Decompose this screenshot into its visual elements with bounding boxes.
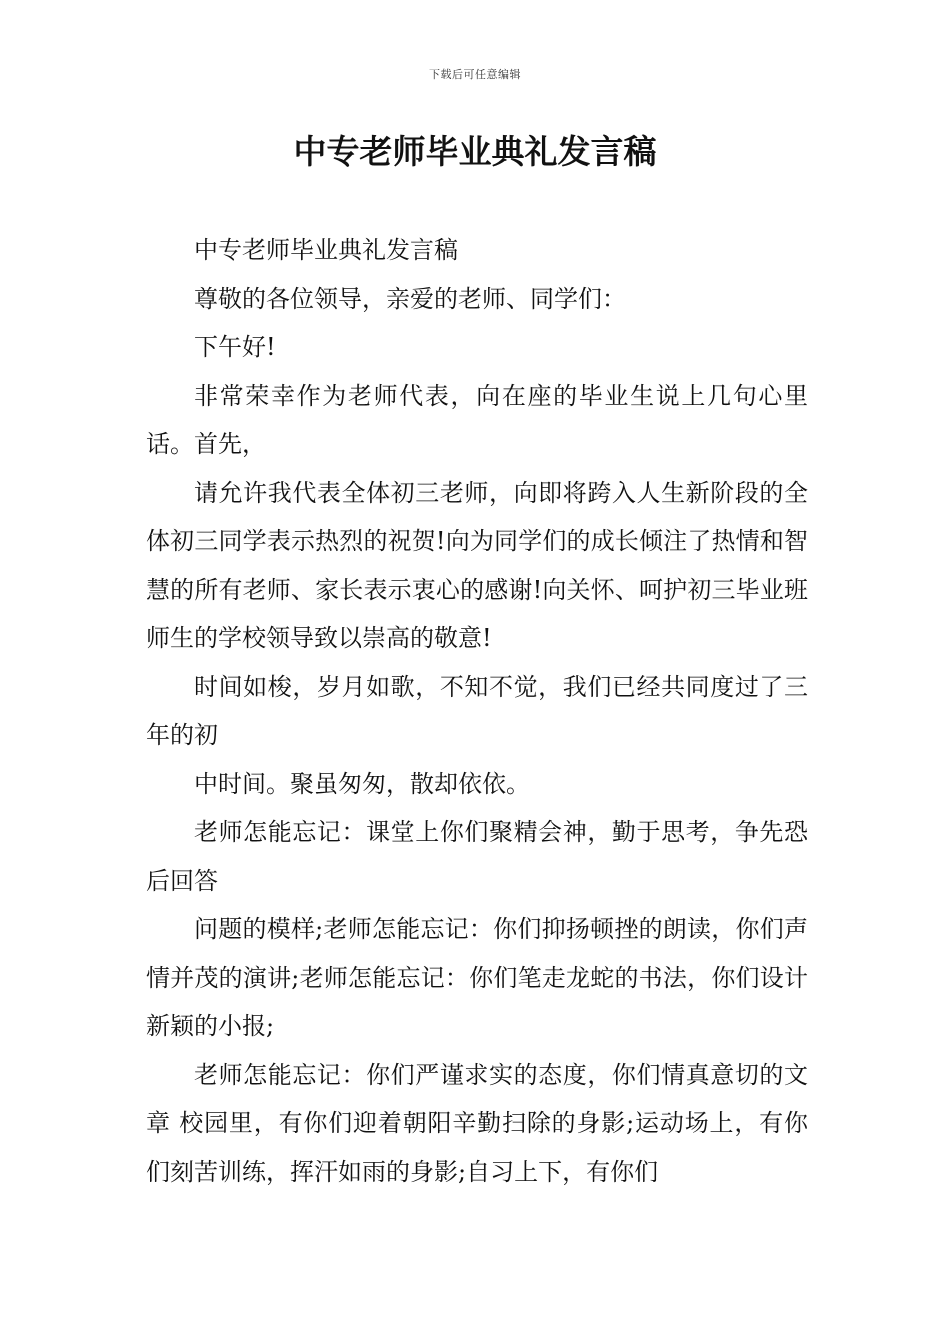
paragraph: 请允许我代表全体初三老师，向即将跨入人生新阶段的全体初三同学表示热烈的祝贺!向为同学们的成长倾注了热情和智慧的所有老师、家长表示衷心的感谢!向关怀、呵护初三毕业班师生的学校领导致以崇高的敬意! [146, 478, 808, 652]
paragraph: 问题的模样;老师怎能忘记：你们抑扬顿挫的朗读，你们声情并茂的演讲;老师怎能忘记：你们笔走龙蛇的书法，你们设计新颖的小报; [146, 915, 808, 1040]
paragraph: 老师怎能忘记：课堂上你们聚精会神，勤于思考，争先恐后回答 [146, 818, 808, 895]
paragraph: 中时间。聚虽匆匆，散却依依。 [194, 769, 530, 798]
document-body [146, 226, 808, 1196]
paragraph-salutation: 尊敬的各位领导，亲爱的老师、同学们： [194, 284, 626, 313]
paragraph: 非常荣幸作为老师代表，向在座的毕业生说上几句心里话。首先， [146, 381, 808, 458]
paragraph: 老师怎能忘记：你们严谨求实的态度，你们情真意切的文章 校园里，有你们迎着朝阳辛勤扫除的身影;运动场上，有你们刻苦训练，挥汗如雨的身影;自习上下，有你们 [146, 1060, 808, 1186]
paragraph-subtitle: 中专老师毕业典礼发言稿 [194, 236, 458, 264]
header-note: 下载后可任意编辑 [429, 68, 521, 81]
paragraph-greeting: 下午好! [194, 333, 276, 361]
document-title: 中专老师毕业典礼发言稿 [293, 132, 657, 171]
paragraph: 时间如梭，岁月如歌，不知不觉，我们已经共同度过了三年的初 [146, 672, 808, 749]
